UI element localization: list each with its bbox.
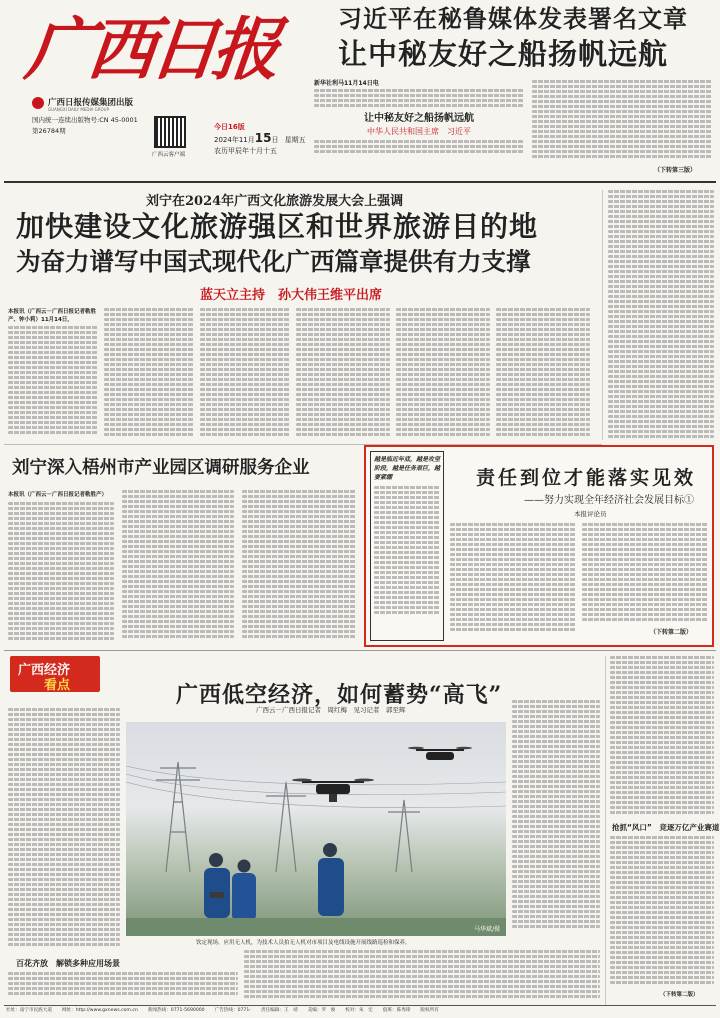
- column-tag-line1: 广西经济: [18, 663, 71, 678]
- commentary-title: 责任到位才能落实见效: [476, 467, 697, 489]
- story2-title-line2: 为奋力谱写中国式现代化广西篇章提供有力支撑: [16, 247, 531, 276]
- feature-col1: [8, 700, 120, 950]
- technician-figure: [318, 843, 344, 916]
- footer-phone: 新闻热线：0771-5690000: [147, 1008, 205, 1013]
- lead-sub-byline: 中华人民共和国主席 习近平: [367, 127, 471, 136]
- footer-editor: 责任编辑：王 靖: [260, 1008, 298, 1013]
- drone-photo-scene: [126, 722, 506, 936]
- commentary-byline: 本报评论员: [574, 510, 607, 518]
- sidebar-continued: （下转第二版）: [660, 992, 699, 998]
- story2-title-line1: 加快建设文化旅游强区和世界旅游目的地: [16, 210, 539, 243]
- commentary-lead-text: 越是临近年底，越是攻坚阶段，越是任务艰巨，越要紧绷: [374, 456, 441, 481]
- date-day: 15: [254, 131, 272, 145]
- commentary-col1: [450, 523, 576, 633]
- footer-proof: 校对：朱 宏: [345, 1008, 373, 1013]
- story2-col7: [608, 190, 714, 440]
- lead-title-line1: 习近平在秘鲁媒体发表署名文章: [338, 5, 688, 33]
- commentary-col2: [582, 523, 708, 623]
- commentary-continued: （下转第二版）: [650, 629, 693, 636]
- photo-caption: 饮定现场，应用无人机，为技术人员拍无人机对市项目及电线设施开展线路巡检和保养。: [196, 940, 411, 946]
- footer-ads: 广告热线：0771-: [214, 1008, 251, 1013]
- footer-address: 社址：南宁市民族大道: [6, 1008, 52, 1013]
- footer: [6, 1007, 714, 1017]
- feature-section1: 百花齐放 解锁多种应用场景: [16, 959, 120, 968]
- sidebar-story-title: 抢抓“风口” 竞逐万亿产业赛道: [612, 823, 720, 832]
- drone-photo: [126, 722, 506, 936]
- story2-col3: [200, 308, 290, 438]
- story2-col2: [104, 308, 194, 438]
- footer-duty: 值班：陈秀锋: [382, 1008, 411, 1013]
- publisher-name-en: GUANGXI DAILY MEDIA GROUP: [48, 107, 109, 112]
- drone-icon: [292, 779, 374, 803]
- app-label: 广西云客户端: [152, 152, 186, 158]
- feature-col-right: [512, 700, 600, 940]
- column-tag-line2: 看点: [44, 678, 71, 692]
- lead-dateline: 新华社利马11月14日电: [314, 80, 379, 87]
- masthead: [0, 0, 720, 180]
- lunar-date: 农历甲辰年十月十五: [214, 147, 277, 155]
- story3-col2: [122, 490, 234, 642]
- feature-byline: 广西云－广西日报记者 周红梅 见习记者 郭至辉: [256, 706, 406, 714]
- cn-code: 国内统一连续出版物号:CN 45-0001: [32, 116, 138, 124]
- commentary-box: [364, 445, 714, 647]
- sidebar-col-top: [610, 656, 714, 816]
- technician-figure: [204, 853, 230, 918]
- footer-website[interactable]: 网址：http://www.gxnews.com.cn: [61, 1008, 138, 1013]
- story2-col4: [296, 308, 390, 438]
- masthead-title: 广西日报: [21, 10, 279, 90]
- column-tag: [10, 656, 100, 692]
- story2-col5: [396, 308, 490, 438]
- issue-number: 第26784期: [32, 127, 66, 135]
- story3-byline: 本报讯（广西云－广西日报记者勒胜产）: [8, 492, 108, 498]
- story2-hosts: 蓝天立主持 孙大伟王维平出席: [200, 288, 383, 303]
- drone-icon: [408, 747, 472, 760]
- story2: [0, 186, 720, 446]
- footer-copy: 版权所有: [420, 1008, 439, 1013]
- story3: [0, 446, 362, 646]
- lead-title-line2: 让中秘友好之船扬帆远航: [338, 37, 669, 71]
- edition-label: 今日16版: [214, 123, 245, 131]
- commentary-subtitle: ——努力实现全年经济社会发展目标①: [524, 495, 694, 506]
- story2-kicker: 刘宁在2024年广西文化旅游发展大会上强调: [146, 194, 404, 209]
- technician-figure: [232, 860, 256, 922]
- lead-sub-title: 让中秘友好之船扬帆远航: [364, 113, 474, 124]
- date: 2024年11月: [214, 136, 255, 144]
- sidebar-col-bottom: [610, 836, 714, 986]
- story2-col6: [496, 308, 590, 438]
- story3-col1: [8, 502, 114, 642]
- date-day-suffix: 日: [271, 136, 279, 144]
- publisher-logo-icon: [32, 97, 44, 109]
- lead-continued: （下转第三版）: [654, 167, 697, 174]
- feature-col1b: [8, 972, 238, 1002]
- date-line: [214, 131, 306, 145]
- publisher-name: 广西日报传媒集团出版: [48, 98, 134, 108]
- story2-byline: 本报讯（广西云－广西日报记者勒胜产、钟小莉）11月14日，: [8, 309, 97, 323]
- story3-title: 刘宁深入梧州市产业园区调研服务企业: [12, 458, 310, 478]
- commentary-lead-box: [370, 451, 444, 641]
- photo-credit: 马华斌/摄: [473, 926, 500, 933]
- weekday: 星期五: [284, 136, 306, 144]
- feature-bottom-cols: [244, 950, 600, 1002]
- feature-title: 广西低空经济，如何蓄势“高飞”: [176, 682, 503, 708]
- qr-code-icon[interactable]: [154, 116, 186, 148]
- power-tower-icon: [156, 762, 420, 872]
- lead-body-right: [532, 80, 712, 166]
- story3-col3: [242, 490, 356, 642]
- story2-col1: [8, 326, 98, 436]
- footer-designer: 美编：罗 俊: [307, 1008, 336, 1013]
- lead-body: [314, 78, 524, 176]
